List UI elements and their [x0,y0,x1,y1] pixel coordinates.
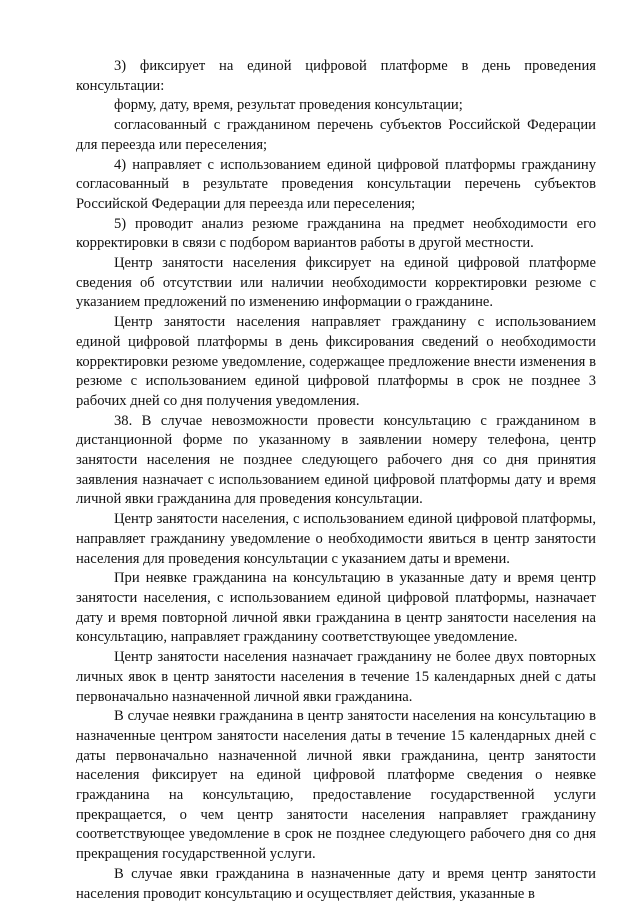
paragraph-consultation-held: В случае явки гражданина в назначенные дату и время центр занятости населения проводит консультацию и осуществляет действия, указанные в [76,865,596,902]
paragraph-item-4: 4) направляет с использованием единой цифровой платформы гражданину согласованный в результате проведения консультации перечень субъектов Российской Федерации для переезда или переселения; [76,156,596,212]
paragraph-agreed-regions: согласованный с гражданином перечень субъектов Российской Федерации для переезда или переселения; [76,117,596,153]
paragraph-repeat-appearance: При неявке гражданина на консультацию в указанные дату и время центр занятости населения, с использованием единой цифровой платформы, назначает дату и время повторной личной явки гражданина в центр занятости населения на консультацию, направляет гражданину соответствующее уведомление. [76,570,596,646]
paragraph-resume-correction-record: Центр занятости населения фиксирует на единой цифровой платформе сведения об отсутствии или наличии необходимости корректировки резюме с указанием предложений по изменению информации о гражданине. [76,255,596,311]
paragraph-appearance-notice: Центр занятости населения, с использованием единой цифровой платформы, направляет гражданину уведомление о необходимости явиться в центр занятости населения для проведения консультации с указанием даты и времени. [76,511,596,567]
paragraph-item-5: 5) проводит анализ резюме гражданина на предмет необходимости его корректировки в связи с подбором вариантов работы в другой местности. [76,215,596,252]
paragraph-item-38: 38. В случае невозможности провести консультацию с гражданином в дистанционной форме по указанному в заявлении номеру телефона, центр занятости населения не позднее следующего рабочего дня со дня принятия заявления назначает с использованием единой цифровой платформы дату и время личной явки гражданина для проведения консультации. [76,412,596,508]
paragraph-item-3: 3) фиксирует на единой цифровой платформе в день проведения консультации: [76,58,596,94]
paragraph-resume-correction-notice: Центр занятости населения направляет гражданину с использованием единой цифровой платформы в день фиксирования сведений о необходимости корректировки резюме уведомление, содержащее предложение внести изменения в резюме с использованием единой цифровой платформы в срок не позднее 3 рабочих дней со дня получения уведомления. [76,314,596,409]
paragraph-repeat-limit: Центр занятости населения назначает гражданину не более двух повторных личных явок в центр занятости населения в течение 15 календарных дней с даты первоначально назначенной личной явки гражданина. [76,649,596,705]
document-body [76,57,596,904]
paragraph-service-termination: В случае неявки гражданина в центр занятости населения на консультацию в назначенные центром занятости населения даты в течение 15 календарных дней с даты первоначально назначенной личной явки гражданина, центр занятости населения фиксирует на единой цифровой платформе сведения о неявке гражданина на консультацию, предоставление государственной услуги прекращается, о чем центр занятости населения направляет гражданину соответствующее уведомление в срок не позднее следующего рабочего дня со дня прекращения государственной услуги. [76,708,596,863]
paragraph-consultation-details: форму, дату, время, результат проведения консультации; [114,97,463,114]
